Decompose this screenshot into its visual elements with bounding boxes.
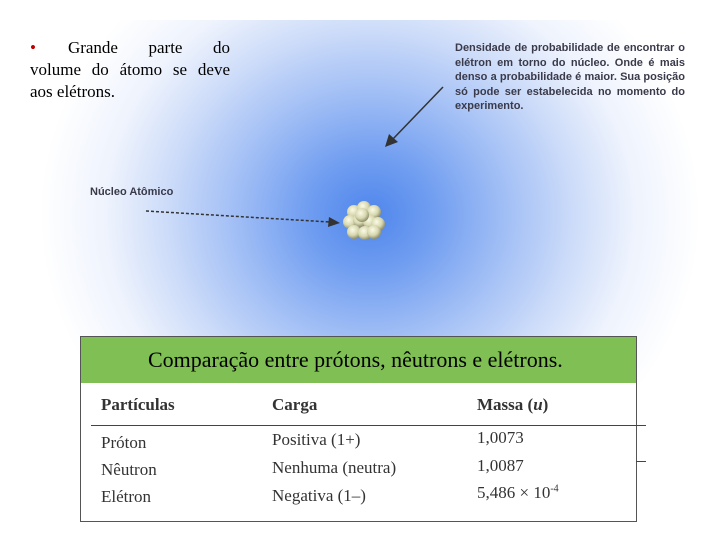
row-1-charge: Positiva (1+) [272, 430, 361, 449]
bullet-marker: • [30, 38, 36, 57]
header-mass: Massa (u) [477, 395, 549, 414]
row-2-charge: Nenhuma (neutra) [272, 458, 397, 477]
header-particles: Partículas [101, 395, 175, 414]
row-3-mass-exponent: -4 [550, 483, 559, 495]
nucleus-label: Núcleo Atômico [90, 186, 174, 198]
row-2-particle: Nêutron [101, 460, 157, 479]
bullet-text: Grande parte do volume do átomo se deve aos elétrons. [30, 38, 230, 101]
header-charge: Carga [272, 395, 318, 414]
row-divider-stub [636, 461, 646, 462]
header-divider [91, 425, 646, 426]
row-3-charge: Negativa (1–) [272, 486, 366, 505]
row-3-particle: Elétron [101, 487, 152, 506]
probability-arrow [385, 87, 443, 147]
table-body [81, 383, 636, 521]
row-2-mass: 1,0087 [477, 456, 524, 475]
row-3-mass-base: 5,486 × 10 [477, 483, 551, 502]
table-title: Comparação entre prótons, nêutrons e elétrons. [81, 337, 636, 383]
atomic-nucleus-icon [343, 201, 385, 240]
nucleus-arrow [146, 211, 340, 227]
header-mass-label: Massa [477, 395, 524, 414]
row-1-particle: Próton [101, 433, 147, 452]
row-1-mass: 1,0073 [477, 428, 524, 447]
row-3-mass [477, 483, 559, 503]
comparison-table [80, 336, 637, 522]
header-mass-unit: u [533, 395, 543, 414]
probability-note: Densidade de probabilidade de encontrar o elétron em torno do núcleo. Onde é mais denso a probabilidade é maior. Sua posição só pode ser estabelecida no momento do experimento. [455, 42, 685, 112]
